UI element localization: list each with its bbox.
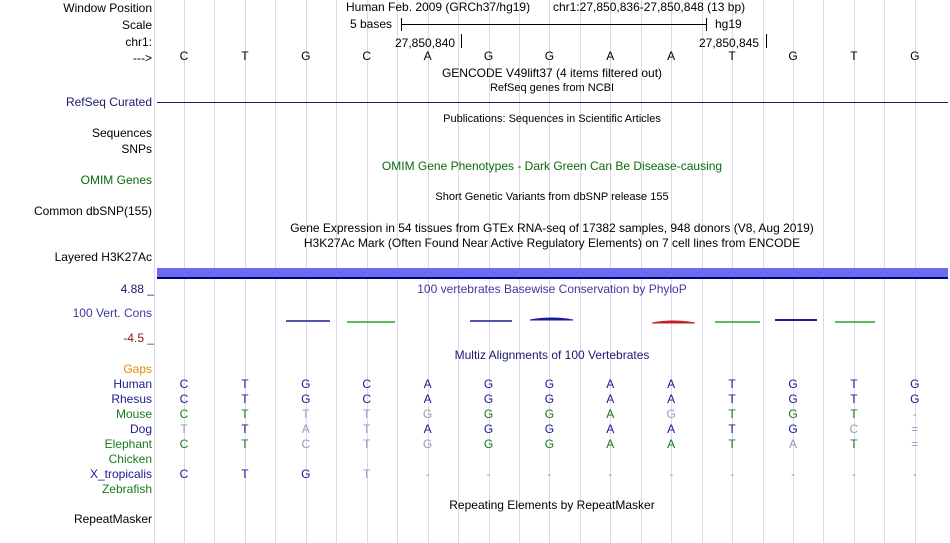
alignment-base: A xyxy=(667,377,676,391)
cons-track-title[interactable]: 100 vertebrates Basewise Conservation by PhyloP xyxy=(417,282,687,296)
alignment-base: T xyxy=(241,422,249,436)
alignment-base: G xyxy=(422,437,433,451)
scale-bar-right-tick xyxy=(706,18,707,31)
alignment-base: A xyxy=(301,422,310,436)
alignment-base: T xyxy=(241,437,249,451)
repeatmasker-track-title[interactable]: Repeating Elements by RepeatMasker xyxy=(449,498,655,512)
alignment-base: G xyxy=(544,392,555,406)
alignment-base: - xyxy=(669,467,674,481)
base-letter: C xyxy=(362,49,372,63)
alignment-base: T xyxy=(180,422,188,436)
alignment-base: A xyxy=(423,377,432,391)
alignment-base: G xyxy=(544,377,555,391)
repeatmasker-label[interactable]: RepeatMasker xyxy=(73,512,152,526)
alignment-base: G xyxy=(301,392,311,406)
alignment-base: G xyxy=(483,407,494,421)
species-label[interactable]: Zebrafish xyxy=(101,482,152,496)
alignment-base: G xyxy=(544,422,555,436)
alignment-base: G xyxy=(910,377,920,391)
omim-track-title[interactable]: OMIM Gene Phenotypes - Dark Green Can Be Disease-causing xyxy=(381,159,723,173)
alignment-base: T xyxy=(363,467,371,481)
species-label[interactable]: Dog xyxy=(129,422,152,436)
alignment-base: T xyxy=(363,407,371,421)
alignment-base: T xyxy=(241,407,249,421)
alignment-base: T xyxy=(363,437,371,451)
alignment-base: = xyxy=(911,422,919,436)
alignment-base: C xyxy=(179,377,189,391)
h3k27ac-signal-band[interactable] xyxy=(157,268,948,277)
species-label[interactable]: X_tropicalis xyxy=(89,467,152,481)
alignment-base: G xyxy=(544,407,555,421)
alignment-base: A xyxy=(423,422,432,436)
alignment-base: A xyxy=(667,437,676,451)
alignment-base: - xyxy=(730,467,735,481)
alignment-base: - xyxy=(912,467,917,481)
alignment-base: A xyxy=(606,407,615,421)
alignment-base: - xyxy=(851,467,856,481)
cons-segment xyxy=(530,318,573,320)
base-letter: C xyxy=(179,49,189,63)
h3k27ac-label[interactable]: Layered H3K27Ac xyxy=(54,250,152,264)
base-letter: A xyxy=(423,49,432,63)
alignment-base: = xyxy=(911,437,919,451)
species-label[interactable]: Human xyxy=(113,377,152,391)
publications-track-title[interactable]: Publications: Sequences in Scientific Articles xyxy=(443,113,661,125)
base-letter: A xyxy=(667,49,676,63)
alignment-base: A xyxy=(606,377,615,391)
alignment-base: C xyxy=(179,437,189,451)
alignment-base: T xyxy=(850,392,858,406)
alignment-base: C xyxy=(301,437,311,451)
cons-min-label: -4.5 _ xyxy=(123,331,154,345)
alignment-base: G xyxy=(910,392,920,406)
scale-db: hg19 xyxy=(715,17,742,31)
alignment-base: - xyxy=(791,467,795,481)
ruler-tick-label-2: 27,850,845 xyxy=(699,36,760,50)
h3k27ac-signal-baseline xyxy=(157,277,948,279)
cons-wiggle[interactable] xyxy=(155,312,950,328)
alignment-base: A xyxy=(667,422,676,436)
refseq-label[interactable]: RefSeq Curated xyxy=(65,95,152,109)
species-label[interactable]: Rhesus xyxy=(111,392,152,406)
alignment-base: C xyxy=(362,377,372,391)
base-letter: G xyxy=(544,49,555,63)
alignment-base: G xyxy=(788,392,798,406)
base-letter: T xyxy=(850,49,858,63)
alignment-base: A xyxy=(606,422,615,436)
alignment-base: A xyxy=(606,392,615,406)
alignment-base: T xyxy=(363,422,371,436)
alignment-base: - xyxy=(486,467,491,481)
alignment-base: T xyxy=(850,407,858,421)
dbsnp-track-title[interactable]: Short Genetic Variants from dbSNP release 155 xyxy=(435,191,669,203)
h3k27ac-track-title[interactable]: H3K27Ac Mark (Often Found Near Active Regulatory Elements) on 7 cell lines from ENCODE xyxy=(303,236,801,250)
gaps-label[interactable]: Gaps xyxy=(123,362,152,376)
alignment-base: T xyxy=(850,377,858,391)
alignment-base: C xyxy=(179,392,189,406)
alignment-base: G xyxy=(544,437,555,451)
base-letter: G xyxy=(483,49,494,63)
species-label[interactable]: Elephant xyxy=(104,437,152,451)
gtex-track-title[interactable]: Gene Expression in 54 tissues from GTEx RNA-seq of 17382 samples, 948 donors (V8, Aug 2019) xyxy=(290,221,814,235)
alignment-base: A xyxy=(423,392,432,406)
position-text[interactable]: chr1:27,850,836-27,850,848 (13 bp) xyxy=(553,0,746,14)
cons-segment xyxy=(652,321,695,323)
alignment-base: T xyxy=(728,422,736,436)
alignment-base: G xyxy=(301,377,311,391)
alignment-base: T xyxy=(302,407,310,421)
alignment-base: T xyxy=(728,377,736,391)
scale-label: Scale xyxy=(121,18,152,32)
alignment-base: G xyxy=(422,407,433,421)
species-label[interactable]: Chicken xyxy=(108,452,152,466)
alignment-base: - xyxy=(547,467,552,481)
alignment-base: T xyxy=(728,407,736,421)
scale-text: 5 bases xyxy=(350,17,393,31)
alignment-base: G xyxy=(483,377,494,391)
scale-bar-left-tick xyxy=(401,18,402,31)
cons-max-label: 4.88 _ xyxy=(120,282,154,296)
assembly-title: Human Feb. 2009 (GRCh37/hg19) xyxy=(346,0,531,14)
base-letter: G xyxy=(301,49,311,63)
alignment-base: C xyxy=(362,392,372,406)
alignment-base: C xyxy=(849,422,859,436)
refseq-subtitle: RefSeq genes from NCBI xyxy=(489,82,615,94)
base-letter: T xyxy=(241,49,249,63)
base-letter: A xyxy=(606,49,615,63)
alignment-base: T xyxy=(241,467,249,481)
alignment-base: A xyxy=(788,437,797,451)
alignment-base: C xyxy=(179,467,189,481)
grid-line xyxy=(154,0,155,543)
alignment-base: - xyxy=(608,467,613,481)
alignment-base: T xyxy=(728,392,736,406)
alignment-base: A xyxy=(606,437,615,451)
window-position-label: Window Position xyxy=(63,1,152,15)
alignment-base: G xyxy=(483,392,494,406)
dbsnp-label[interactable]: Common dbSNP(155) xyxy=(33,204,152,218)
ruler-tick-1 xyxy=(461,34,462,48)
ruler-tick-label-1: 27,850,840 xyxy=(395,36,456,50)
species-label[interactable]: Mouse xyxy=(115,407,152,421)
alignment-base: G xyxy=(788,377,798,391)
alignment-base: G xyxy=(788,407,798,421)
multiz-track-title[interactable]: Multiz Alignments of 100 Vertebrates xyxy=(454,348,650,362)
sequences-label[interactable]: Sequences xyxy=(91,126,152,140)
refseq-feature-line[interactable] xyxy=(157,102,948,103)
alignment-base: G xyxy=(483,437,494,451)
alignment-base: T xyxy=(241,392,249,406)
omim-label[interactable]: OMIM Genes xyxy=(80,173,152,187)
alignment-base: G xyxy=(483,422,494,436)
alignment-base: T xyxy=(241,377,249,391)
alignment-base: A xyxy=(667,392,676,406)
alignment-base: G xyxy=(788,422,798,436)
chrom-label: chr1: xyxy=(125,35,152,49)
gencode-track-title[interactable]: GENCODE V49lift37 (4 items filtered out) xyxy=(441,66,663,80)
alignment-base: G xyxy=(666,407,676,421)
strand-label: ---> xyxy=(133,51,152,65)
base-letter: G xyxy=(788,49,798,63)
alignment-base: C xyxy=(179,407,189,421)
alignment-base: T xyxy=(728,437,736,451)
alignment-base: - xyxy=(912,407,917,421)
snps-label[interactable]: SNPs xyxy=(121,142,152,156)
cons-label[interactable]: 100 Vert. Cons xyxy=(72,306,152,320)
scale-bar xyxy=(401,24,706,25)
alignment-base: G xyxy=(301,467,311,481)
alignment-base: T xyxy=(850,437,858,451)
alignment-base: - xyxy=(425,467,430,481)
base-letter: G xyxy=(910,49,920,63)
ruler-tick-2 xyxy=(766,34,767,48)
base-letter: T xyxy=(728,49,736,63)
